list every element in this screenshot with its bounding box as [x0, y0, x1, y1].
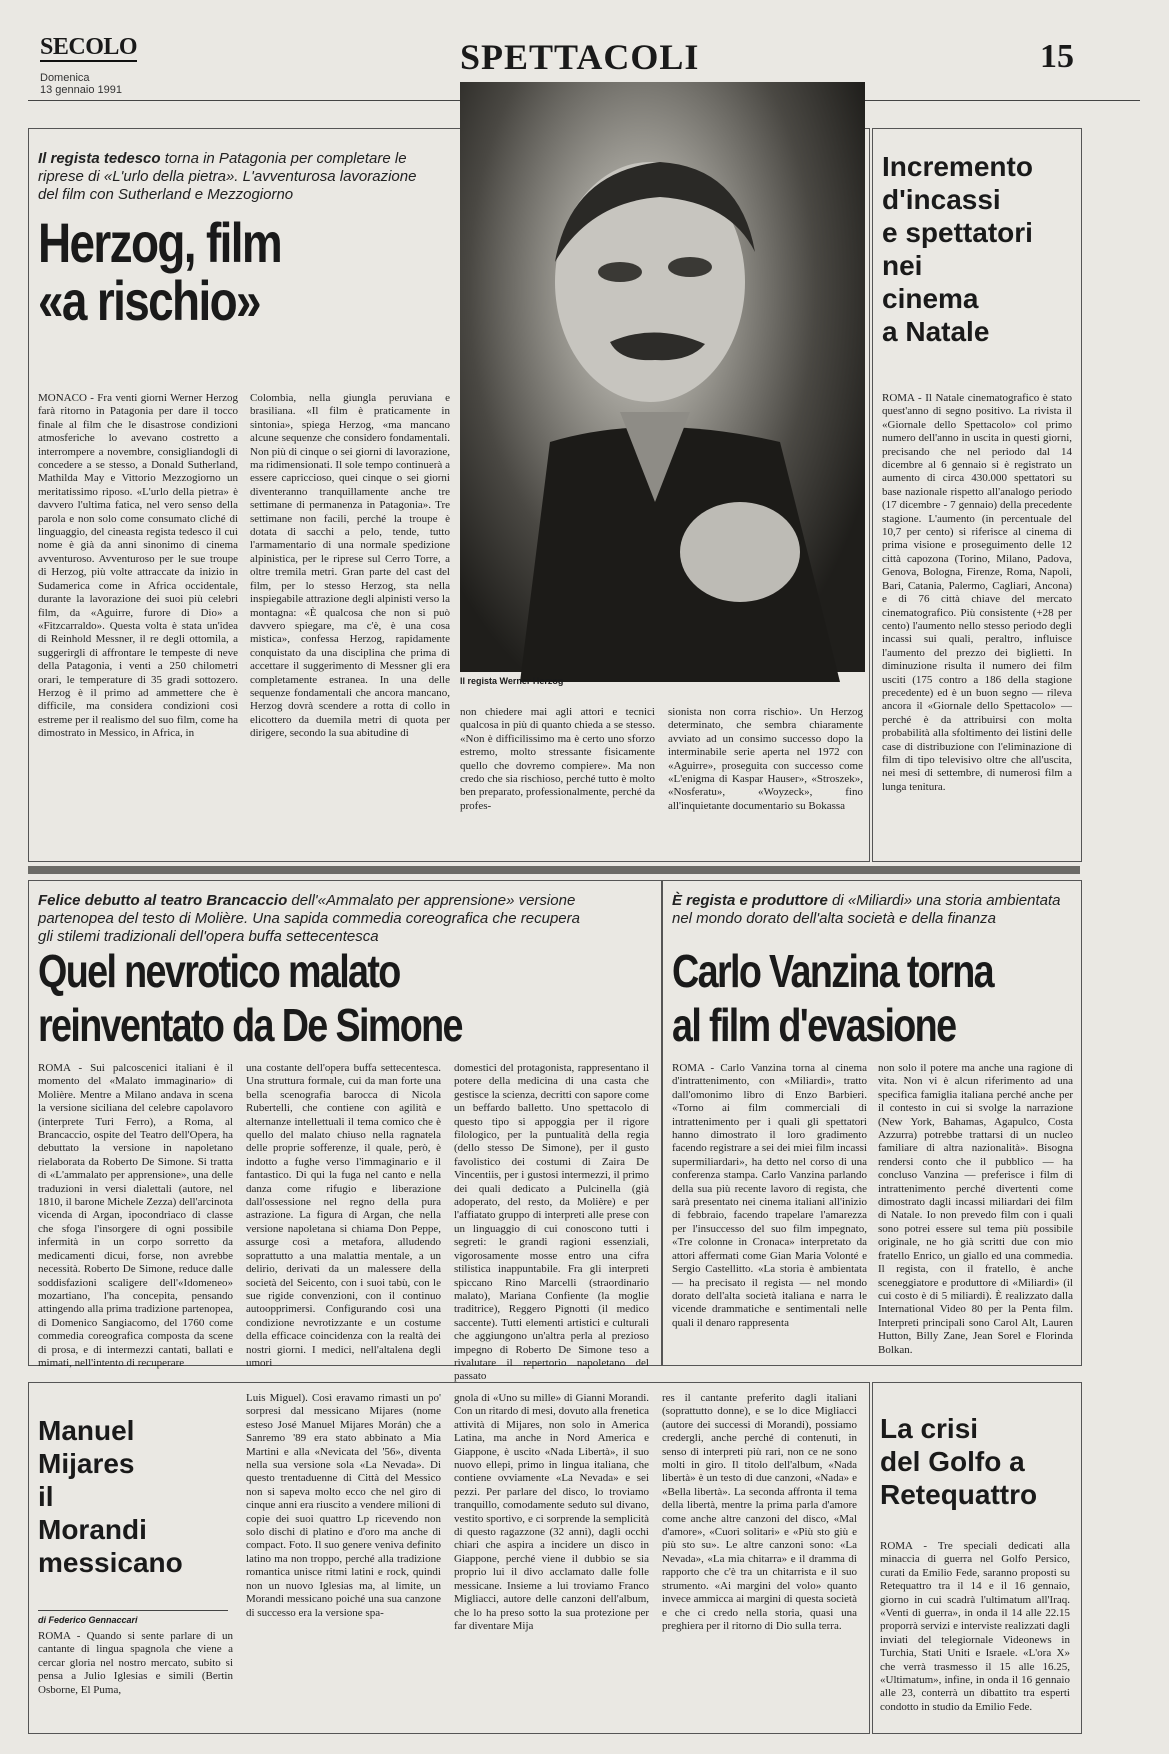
section-title: SPETTACOLI	[460, 37, 700, 77]
vanzina-headline-line2: al film d'evasione	[672, 999, 956, 1051]
vanzina-kicker-text: di «Miliardi» una storia ambientata nel mondo dorato dell'alta società e della finanza	[672, 892, 1061, 927]
page-number: 15	[1040, 38, 1074, 75]
golfo-headline-line: Retequattro	[880, 1479, 1038, 1510]
herzog-column-4: sionista non corra rischio». Un Herzog determinato, che sembra chiaramente avviato ad un consimo successo dopo la interminabile serie aperta nel 1972 con «Aguirre», proseguita con successo come «L'enigma di Kaspar Hauser», «Stroszek», «Nosferatu», «Woyzeck», fino all'inquietante documentario su Bokassa	[668, 706, 863, 812]
herzog-photo	[460, 82, 865, 672]
golfo-body: ROMA - Tre speciali dedicati alla minaccia di guerra nel Golfo Persico, curati da Emilio Fede, saranno proposti su Retequattro tra il 14 e il 16 gennaio, giorno in cui scadrà l'ultimatum all'Iraq. «Venti di guerra», in onda il 14 alle 22.15 proporrà servizi e interviste realizzati dagli inviati del telegiornale Videonews in Turchia, Stati Uniti e Israele. «L'ora X» che verrà trasmesso il 15 alle 16.25, «Ultimatum», infine, in onda il 16 gennaio alle 23, conterrà un dibattito tra esperti condotto in studio da Emilio Fede.	[880, 1540, 1070, 1713]
photo-caption: Il regista Werner Herzog	[460, 676, 564, 686]
desimone-kicker	[38, 892, 598, 946]
herzog-headline	[38, 211, 448, 332]
herzog-headline-line2: «a rischio»	[38, 269, 260, 332]
portrait-illustration	[460, 82, 865, 672]
incassi-headline-line: Incremento	[882, 151, 1033, 182]
herzog-kicker	[38, 150, 438, 204]
herzog-column-2: Colombia, nella giungla peruviana e brasiliana. «Il film è praticamente in sintonia», spiega Herzog, «ma mancano alcune sequenze che considero fondamentali. Non più di cinque o sei giorni di lavorazione, ma ridimensionati. Il sole tempo continuerà a essere capriccioso, quei cinque o sei giorni diventeranno tranquillamente anche tre settimane di permanenza in Patagonia». Tre settimane non facili, perché la troupe è dotata di sacchi a pelo, tende, tutto l'armamentario di una normale spedizione alpinistica, per le riprese sul Cerro Torre, a oltre tremila metri. Gran parte del cast del film, per lo stesso Herzog, sta nella inspiegabile attrazione degli alpinisti verso la montagna: «È qualcosa che non si può davvero spiegare, ma c'è, è una cosa mistica», confessa Herzog, rapidamente conquistato da una disciplina che prima di accettare il suggerimento di Messner gli era completamente estranea. In una delle sequenze fondamentali che ancora mancano, Herzog dovrà scendere a rotta di collo in elicottero da duemila metri di quota per dirigere, secondo la sua abitudine di	[250, 392, 450, 740]
incassi-headline-line: nei	[882, 250, 923, 281]
golfo-headline-line: La crisi	[880, 1413, 979, 1444]
desimone-kicker-bold: Felice debutto al teatro Brancaccio	[38, 892, 288, 909]
mijares-column-3: gnola di «Uno su mille» di Gianni Morandi. Con un ritardo di mesi, dovuto alla frenetica attività di Mijares, non solo in America Latina, ma anche in Nord America e Giappone, è uscito «Nada Libertà», il suo nuovo ellepi, primo in lingua italiana, che contiene ovviamente «La Nevada» e sei pezzi. Per parlare del disco, lo troviamo tranquillo, comodamente seduto sul divano, vestito sportivo, e ci sorprende la semplicità di questo ragazzone (32 anni), dagli occhi chiari che aspira a incidere un disco in Giappone, perché viene il dubbio se sia proprio lui il divo acclamato dalle folle messicane. Insieme a lui troviamo Franco Migliacci, autore delle canzoni dell'album, che lo ha preso sotto la sua protezione per far diventare Mija	[454, 1392, 649, 1632]
issue-day: Domenica	[40, 72, 90, 84]
mijares-column-2: Luis Miguel). Così eravamo rimasti un po' sorpresi dal messicano Mijares (nome esteso José Manuel Mijares Morán) che a Sanremo '89 era stato abbinato a Mia Martini e alla «Nevicata del '56», diventa nella sua versione sola «La Nevada». Di questo trentaduenne di Città del Messico non si sapeva molto ecco che nel giro di cinque anni era riuscito a vendere milioni di copie dei suoi quattro Lp ricevendo non solo dischi di platino e d'oro ma anche di compact. Foto. Il suo genere veniva definito latino ma non troppo, perché alla tradizione romantica unisce ritmi latini e rock, quindi non un nuovo Iglesias ma, al limite, un Morandi messicano poiché una sua canzone di successo era la versione spa-	[246, 1392, 441, 1619]
mijares-headline-line: Manuel	[38, 1415, 135, 1446]
vanzina-headline-line1: Carlo Vanzina torna	[672, 945, 993, 997]
mijares-column-4: res il cantante preferito dagli italiani (soprattutto donne), e se lo dice Migliacci (autore dei successi di Morandi), possiamo credergli, anche perché di contenuti, in senso di interpreti più rari, non ce ne sono molti in giro. Il titolo dell'album, «Nada libertà» è un testo di due canzoni, «Nada» e «Bella libertà». La seconda affronta il tema della libertà, mentre la prima parla d'amore come anche altre canzoni del disco, «Mal d'amore», «Cuori solitari» e «Più sto giù e più sto su». Le altre canzoni sono: «La Nevada», «La mia chitarra» e il dramma di rapporto che c'è tra un chitarrista e il suo strumento. «Ai margini del volo» quanto invece ammicca ai margini di questa società e che ci credo nella storia, quasi una preghiera per il ritorno di Dio sulla terra.	[662, 1392, 857, 1632]
incassi-headline-line: a Natale	[882, 316, 990, 347]
incassi-headline	[882, 150, 1077, 348]
mijares-headline-line: Mijares	[38, 1448, 135, 1479]
herzog-kicker-bold: Il regista tedesco	[38, 150, 161, 167]
section-divider	[28, 866, 1080, 874]
desimone-headline	[38, 944, 628, 1052]
vanzina-kicker	[672, 892, 1072, 928]
golfo-headline-line: del Golfo a	[880, 1446, 1025, 1477]
issue-date: 13 gennaio 1991	[40, 84, 122, 96]
herzog-kicker-text: torna in Patagonia per completare le riprese di «L'urlo della pietra». L'avventurosa lavorazione del film con Sutherland e Mezzogiorno	[38, 150, 417, 203]
desimone-column-2: una costante dell'opera buffa settecentesca. Una struttura formale, cui da man forte una bella scenografia barocca di Nicola Rubertelli, che contiene con agilità e alternanze intellettuali il tema comico che è quello del malato chiuso nella ragnatela delle proprie sofferenze, il quale, però, è indotto a fughe verso l'immaginario e il fantastico. Di qui la fuga nel canto e nella danza come rifugio e liberazione dall'ossessione nel regno della pura astrazione. La figura di Argan, che nella versione napoletana si chiama Don Peppe, assurge così a metafora, alludendo soprattutto a una malattia mentale, a un delirio, derivati da un malessere della società del Seicento, con i suoi tabù, con le sue rigide convenzioni, con il continuo autoopprimersi. Configurando così una condizione nevrotizzante e un costume della efficace coincidenza con la realtà dei nostri giorni. I medici, nell'altalena degli umori	[246, 1062, 441, 1369]
vanzina-kicker-bold: È regista e produttore	[672, 892, 828, 909]
incassi-headline-line: cinema	[882, 283, 979, 314]
mijares-headline-line: Morandi	[38, 1514, 147, 1545]
mijares-byline: di Federico Gennaccari	[38, 1610, 228, 1625]
vanzina-column-2: non solo il potere ma anche una ragione di vita. Non vi è alcun riferimento ad una specifica famiglia italiana perché anche per il contesto in cui si svolge la narrazione (New York, Bahamas, Agapulco, Costa Azzurra) potrebbe trattarsi di un nucleo familiare di altra nazionalità». Bisogna rendersi conto che il pubblico — ha concluso Vanzina — preferisce i film di intrattenimento perché divertenti come dimostrato dagli incassi miliardari dei film di Natale. Io non prevedo film con i quali sono potrei essere sul tema più possibile originale, ne ho già scritti due con mio fratello Enrico, un giallo ed una commedia. Il regista, con il fratello, è anche sceneggiatore e produttore di «Miliardi» (il cui costo è di 5 miliardi). È realizzato dalla International Video 80 per la Penta film. Interpreti principali sono Carol Alt, Lauren Hutton, Billy Zane, Jean Sorel e Florinda Bolkan.	[878, 1062, 1073, 1356]
newspaper-logo: SECOLO	[40, 34, 138, 60]
golfo-headline	[880, 1412, 1075, 1511]
desimone-kicker-text: dell'«Ammalato per apprensione» versione partenopea del testo di Molière. Una sapida commedia coreografica che recupera gli stilemi tradizionali dell'opera buffa settecentesca	[38, 892, 580, 945]
mijares-headline-line: il	[38, 1481, 54, 1512]
vanzina-headline	[672, 944, 1082, 1052]
herzog-headline-line1: Herzog, film	[38, 211, 282, 274]
herzog-column-3: non chiedere mai agli attori e tecnici qualcosa in più di quanto chieda a se stesso. «Non è difficilissimo ma è certo uno sforzo estremo, molto stressante fisicamente quello che dovremo compiere». Ma non credo che sia rischioso, perché tutto è molto ben preparato, professionalmente, perché da profes-	[460, 706, 655, 812]
vanzina-column-1: ROMA - Carlo Vanzina torna al cinema d'intrattenimento, con «Miliardi», tratto dall'omonimo libro di Enzo Barbieri. «Torno ai film commerciali di intrattenimento per i quali gli spettatori hanno dimostrato il loro gradimento facendo registrare a sei dei miei film incassi supermiliardari», ha detto nel corso di una conferenza stampa. Carlo Vanzina parlando della sua più recente lavoro di regista, che sarà presentato nei cinema italiani all'inizio di febbraio, facendo trapelare l'amarezza per l'insuccesso del suo film impegnato, «Tre colonne in Cronaca» interpretato da attori affermati come Gian Maria Volonté e Sergio Castellitto. «La storia è ambientata — ha precisato il regista — nel mondo dorato dell'alta società italiana e narra le vicende drammatiche e sentimentali nelle quali il denaro rappresenta	[672, 1062, 867, 1329]
desimone-column-1: ROMA - Sui palcoscenici italiani è il momento del «Malato immaginario» di Molière. Mentre a Milano andava in scena la versione siciliana del celebre capolavoro (interprete Turi Ferro), a Roma, al Brancaccio, ospite del Teatro dell'Opera, ha debuttato la versione in napoletano rielaborata da Roberto De Simone. Si tratta di «L'ammalato per apprensione», una delle traduzioni in versi dialettali (autore, nel 1810, il barone Michele Zezza) dell'arcinota vicenda di Argan, ipocondriaco di classe che sfoga l'insorgere di ogni possibile infermità in un corpo sorretto da medicamenti dicui, forse, non avrebbe necessità. Roberto De Simone, reduce dalle soddisfazioni scaligere dell'«Idomeneo» mozartiano, l'ha concepita, pensando attingendo alla prima tradizione partenopea, di Domenico Sangiacomo, del 1760 come commedia coreografica composta da scene di prosa, e di intermezzi cantati, ballati e mimati, nell'intento di recuperare	[38, 1062, 233, 1369]
herzog-column-1: MONACO - Fra venti giorni Werner Herzog farà ritorno in Patagonia per dare il tocco finale al film che le disastrose condizioni atmosferiche lo avevano costretto a interrompere a novembre, consigliandogli di concedere a se stesso, a Donald Sutherland, Mathilda May e Vittorio Mezzogiorno un meritatissimo riposo. «L'urlo della pietra» è davvero l'ultima fatica, nel vero senso della parola e non solo come consumato cliché di linguaggio, del cineasta regista tedesco il cui nome è già da anni sinonimo di cinema avventuroso. Avventuroso per le sue troupe di Herzog, più volte attraccate da inizio in Sudamerica come in Africa occidentale, durante la lavorazione dei suoi più celebri film, da «Aguirre, furore di Dio» a «Fitzcarraldo». Questa volta è stata un'idea di Reinhold Messner, il re degli ottomila, a suggerirgli di affrontare le tempeste di neve della Patagonia, i venti a 250 chilometri orari, le temperature di 35 gradi sottozero. Herzog è il primo ad ammettere che è difficile, ma considera condizioni così estreme per il realismo del suo film, come ha dimostrato in Messico, in Africa, in	[38, 392, 238, 740]
mijares-headline-line: messicano	[38, 1547, 183, 1578]
desimone-column-3: domestici del protagonista, rappresentano il potere della medicina di una casta che gestisce la scienza, decritti con sapore come un beffardo balletto. Uno spettacolo di questo tipo si appoggia per il rigore filologico, per la puntualità della regia (dello stesso De Simone), per il gusto favolistico dei costumi di Zaira De Vincentiis, per i gustosi intermezzi, il primo dei quali dedicato a Pulcinella (già adoperato, del resto, da Molière) e per l'affiatato gruppo di interpreti alle prese con un linguaggio di cui conoscono tutti i segreti: le grandi ragioni essenziali, vigorosamente mosse entro una cifra stilistica inappuntabile. Fra gli interpreti spiccano Rino Marcelli (straordinario malato), Mariana Confiente (la moglie traditrice), Reggero Pignotti (il medico saccente). Tutti elementi artistici e culturali che aggiungono un'altra perla al prezioso impegno di Roberto De Simone teso a rivalutare il repertorio napoletano del passato	[454, 1062, 649, 1383]
mijares-headline	[38, 1414, 238, 1579]
mijares-column-1: ROMA - Quando si sente parlare di un cantante di lingua spagnola che viene a cercar gloria nel nostro mercato, subito si pensa a Julio Iglesias e simili (Bertin Osborne, El Puma,	[38, 1630, 233, 1696]
incassi-headline-line: d'incassi	[882, 184, 1001, 215]
incassi-headline-line: e spettatori	[882, 217, 1033, 248]
desimone-headline-line1: Quel nevrotico malato	[38, 945, 400, 997]
desimone-headline-line2: reinventato da De Simone	[38, 999, 462, 1051]
incassi-body: ROMA - Il Natale cinematografico è stato quest'anno di segno positivo. La rivista il «Giornale dello Spettacolo» col primo numero dell'anno in uscita in questi giorni, precisando che nel periodo dal 14 dicembre al 6 gennaio si è registrato un aumento di circa 430.000 spettatori su base nazionale rispetto all'analogo periodo (17 dicembre - 7 gennaio) della precedente stagione. L'aumento (in percentuale del 10,7 per cento) si riferisce al cinema di prima visione e proseguimento delle 12 città capozona (Torino, Milano, Padova, Genova, Bologna, Firenze, Roma, Napoli, Bari, Catania, Palermo, Cagliari, Ancona) e di 76 città chiave del mercato cinematografico. Più consistente (+28 per cento) l'aumento nello stesso periodo degli incassi sui quali, peraltro, influisce l'aumento del prezzo dei biglietti. In diminuzione risulta il numero dei film usciti (175 contro a 186 della stagione precedente) ed è un buon segno — rileva ancora il «Giornale dello Spettacolo» — perché è da attribuirsi con molta probabilità alla sfoltimento dei listini delle case di distribuzione con l'eliminazione di film di tipo televisivo oltre che all'uscita, nei mesi di settembre, di numerosi film a lunga tenitura.	[882, 392, 1072, 793]
